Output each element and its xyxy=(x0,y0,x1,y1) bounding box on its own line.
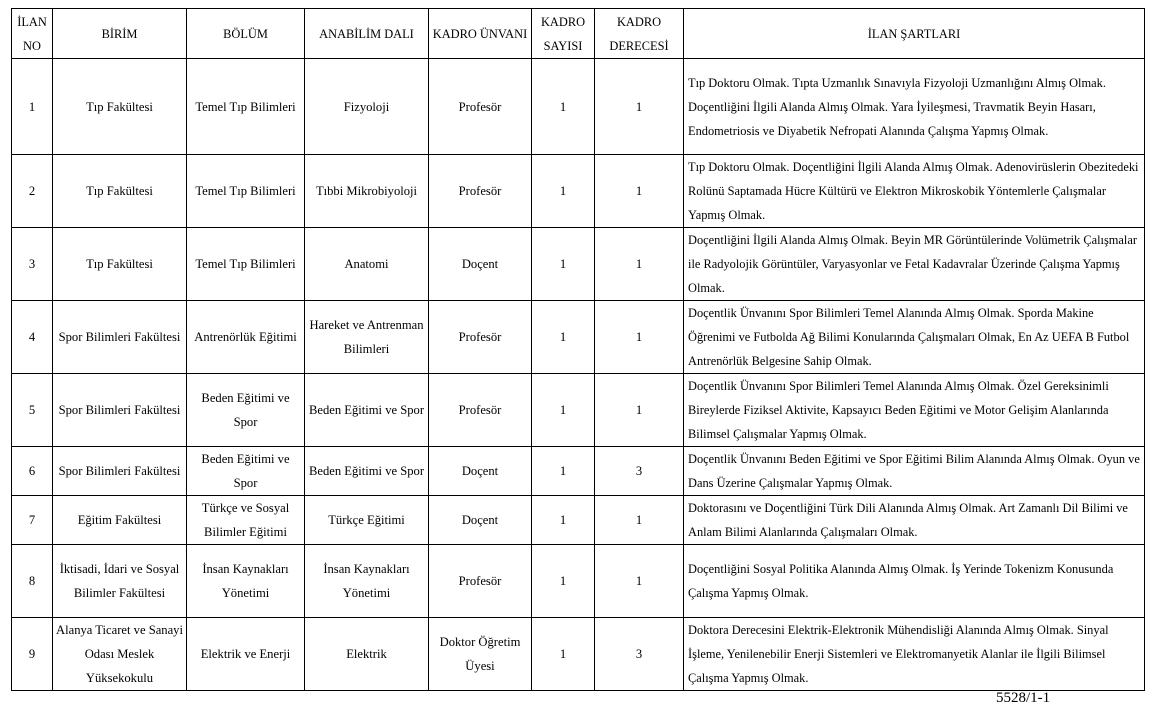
cell-kadro-sayisi: 1 xyxy=(532,155,595,228)
cell-kadro-unvani: Doçent xyxy=(429,447,532,496)
cell-bolum: İnsan Kaynakları Yönetimi xyxy=(187,545,305,618)
cell-kadro-derecesi: 1 xyxy=(595,59,684,155)
cell-kadro-derecesi: 1 xyxy=(595,545,684,618)
cell-anabilim-dali: Beden Eğitimi ve Spor xyxy=(305,447,429,496)
cell-birim: Spor Bilimleri Fakültesi xyxy=(53,374,187,447)
cell-kadro-unvani: Profesör xyxy=(429,545,532,618)
cell-ilan-sartlari: Tıp Doktoru Olmak. Tıpta Uzmanlık Sınavıyla Fizyoloji Uzmanlığını Almış Olmak. Doçentliğini İlgili Alanda Almış Olmak. Yara İyileşmesi, Travmatik Beyin Hasarı, Endometriosis ve Diyabetik Nefropati Alanında Çalışma Yapmış Olmak. xyxy=(684,59,1145,155)
cell-bolum: Beden Eğitimi ve Spor xyxy=(187,447,305,496)
cell-ilan-no: 8 xyxy=(12,545,53,618)
cell-ilan-no: 9 xyxy=(12,618,53,691)
table-row xyxy=(12,545,1145,618)
header-ilan-sartlari: İLAN ŞARTLARI xyxy=(684,9,1145,59)
cell-kadro-derecesi: 1 xyxy=(595,301,684,374)
cell-bolum: Türkçe ve Sosyal Bilimler Eğitimi xyxy=(187,496,305,545)
cell-bolum: Beden Eğitimi ve Spor xyxy=(187,374,305,447)
cell-ilan-sartlari: Doktora Derecesini Elektrik-Elektronik Mühendisliği Alanında Almış Olmak. Sinyal İşleme, Yenilenebilir Enerji Sistemleri ve Elektromanyetik Alanlar ile İlgili Bilimsel Çalışma Yapmış Olmak. xyxy=(684,618,1145,691)
cell-kadro-derecesi: 1 xyxy=(595,155,684,228)
cell-kadro-derecesi: 3 xyxy=(595,618,684,691)
cell-kadro-sayisi: 1 xyxy=(532,301,595,374)
cell-anabilim-dali: Hareket ve Antrenman Bilimleri xyxy=(305,301,429,374)
cell-bolum: Antrenörlük Eğitimi xyxy=(187,301,305,374)
document-reference: 5528/1-1 xyxy=(996,690,1051,706)
cell-anabilim-dali: Fizyoloji xyxy=(305,59,429,155)
cell-ilan-no: 7 xyxy=(12,496,53,545)
cell-ilan-sartlari: Doçentlik Ünvanını Spor Bilimleri Temel Alanında Almış Olmak. Sporda Makine Öğrenimi ve Futbolda Ağ Bilimi Konularında Çalışmaları Olmak, En Az UEFA B Futbol Antrenörlük Belgesine Sahip Olmak. xyxy=(684,301,1145,374)
cell-ilan-no: 2 xyxy=(12,155,53,228)
cell-kadro-unvani: Doçent xyxy=(429,496,532,545)
header-bolum: BÖLÜM xyxy=(187,9,305,59)
cell-kadro-sayisi: 1 xyxy=(532,618,595,691)
header-ilan-no: İLAN NO xyxy=(12,9,53,59)
cell-ilan-no: 4 xyxy=(12,301,53,374)
header-kadro-derecesi: KADRO DERECESİ xyxy=(595,9,684,59)
cell-anabilim-dali: Beden Eğitimi ve Spor xyxy=(305,374,429,447)
cell-bolum: Elektrik ve Enerji xyxy=(187,618,305,691)
cell-anabilim-dali: Elektrik xyxy=(305,618,429,691)
cell-kadro-sayisi: 1 xyxy=(532,228,595,301)
cell-ilan-no: 5 xyxy=(12,374,53,447)
cell-kadro-unvani: Profesör xyxy=(429,155,532,228)
cell-kadro-sayisi: 1 xyxy=(532,374,595,447)
cell-kadro-unvani: Profesör xyxy=(429,59,532,155)
cell-ilan-sartlari: Doçentlik Ünvanını Beden Eğitimi ve Spor Eğitimi Bilim Alanında Almış Olmak. Oyun ve Dans Üzerine Çalışmalar Yapmış Olmak. xyxy=(684,447,1145,496)
table-row xyxy=(12,155,1145,228)
cell-kadro-derecesi: 1 xyxy=(595,374,684,447)
cell-ilan-no: 3 xyxy=(12,228,53,301)
table-row xyxy=(12,59,1145,155)
cell-ilan-sartlari: Doktorasını ve Doçentliğini Türk Dili Alanında Almış Olmak. Art Zamanlı Dil Bilimi ve Anlam Bilimi Alanlarında Çalışmaları Olmak. xyxy=(684,496,1145,545)
cell-kadro-unvani: Doktor Öğretim Üyesi xyxy=(429,618,532,691)
cell-bolum: Temel Tıp Bilimleri xyxy=(187,155,305,228)
cell-anabilim-dali: Tıbbi Mikrobiyoloji xyxy=(305,155,429,228)
cell-birim: Tıp Fakültesi xyxy=(53,228,187,301)
cell-anabilim-dali: Anatomi xyxy=(305,228,429,301)
cell-ilan-sartlari: Tıp Doktoru Olmak. Doçentliğini İlgili Alanda Almış Olmak. Adenovirüslerin Obezitedeki Rolünü Saptamada Hücre Kültürü ve Elektron Mikroskobik Yöntemlerle Çalışmalar Yapmış Olmak. xyxy=(684,155,1145,228)
cell-ilan-sartlari: Doçentlik Ünvanını Spor Bilimleri Temel Alanında Almış Olmak. Özel Gereksinimli Bireylerde Fiziksel Aktivite, Kapsayıcı Beden Eğitimi ve Motor Gelişim Alanlarında Bilimsel Çalışmalar Yapmış Olmak. xyxy=(684,374,1145,447)
header-row xyxy=(12,9,1145,59)
table-row xyxy=(12,228,1145,301)
cell-kadro-sayisi: 1 xyxy=(532,496,595,545)
cell-kadro-unvani: Profesör xyxy=(429,374,532,447)
header-anabilim-dali: ANABİLİM DALI xyxy=(305,9,429,59)
cell-ilan-no: 6 xyxy=(12,447,53,496)
cell-kadro-sayisi: 1 xyxy=(532,59,595,155)
header-birim: BİRİM xyxy=(53,9,187,59)
cell-anabilim-dali: Türkçe Eğitimi xyxy=(305,496,429,545)
cell-ilan-no: 1 xyxy=(12,59,53,155)
header-kadro-unvani: KADRO ÜNVANI xyxy=(429,9,532,59)
table-row xyxy=(12,496,1145,545)
cell-kadro-unvani: Doçent xyxy=(429,228,532,301)
table-row xyxy=(12,374,1145,447)
ilan-table xyxy=(11,8,1145,691)
cell-ilan-sartlari: Doçentliğini Sosyal Politika Alanında Almış Olmak. İş Yerinde Tokenizm Konusunda Çalışma Yapmış Olmak. xyxy=(684,545,1145,618)
cell-kadro-sayisi: 1 xyxy=(532,545,595,618)
cell-ilan-sartlari: Doçentliğini İlgili Alanda Almış Olmak. Beyin MR Görüntülerinde Volümetrik Çalışmalar ile Radyolojik Görüntüler, Varyasyonlar ve Fetal Kadavralar Üzerinde Çalışma Yapmış Olmak. xyxy=(684,228,1145,301)
cell-birim: Tıp Fakültesi xyxy=(53,59,187,155)
cell-birim: Tıp Fakültesi xyxy=(53,155,187,228)
table-row xyxy=(12,447,1145,496)
cell-kadro-derecesi: 3 xyxy=(595,447,684,496)
cell-birim: Spor Bilimleri Fakültesi xyxy=(53,301,187,374)
cell-kadro-unvani: Profesör xyxy=(429,301,532,374)
cell-birim: Spor Bilimleri Fakültesi xyxy=(53,447,187,496)
cell-kadro-sayisi: 1 xyxy=(532,447,595,496)
cell-birim: Alanya Ticaret ve Sanayi Odası Meslek Yüksekokulu xyxy=(53,618,187,691)
cell-birim: İktisadi, İdari ve Sosyal Bilimler Fakültesi xyxy=(53,545,187,618)
cell-bolum: Temel Tıp Bilimleri xyxy=(187,59,305,155)
header-kadro-sayisi: KADRO SAYISI xyxy=(532,9,595,59)
cell-anabilim-dali: İnsan Kaynakları Yönetimi xyxy=(305,545,429,618)
cell-bolum: Temel Tıp Bilimleri xyxy=(187,228,305,301)
cell-kadro-derecesi: 1 xyxy=(595,496,684,545)
table-row xyxy=(12,618,1145,691)
table-row xyxy=(12,301,1145,374)
cell-kadro-derecesi: 1 xyxy=(595,228,684,301)
cell-birim: Eğitim Fakültesi xyxy=(53,496,187,545)
